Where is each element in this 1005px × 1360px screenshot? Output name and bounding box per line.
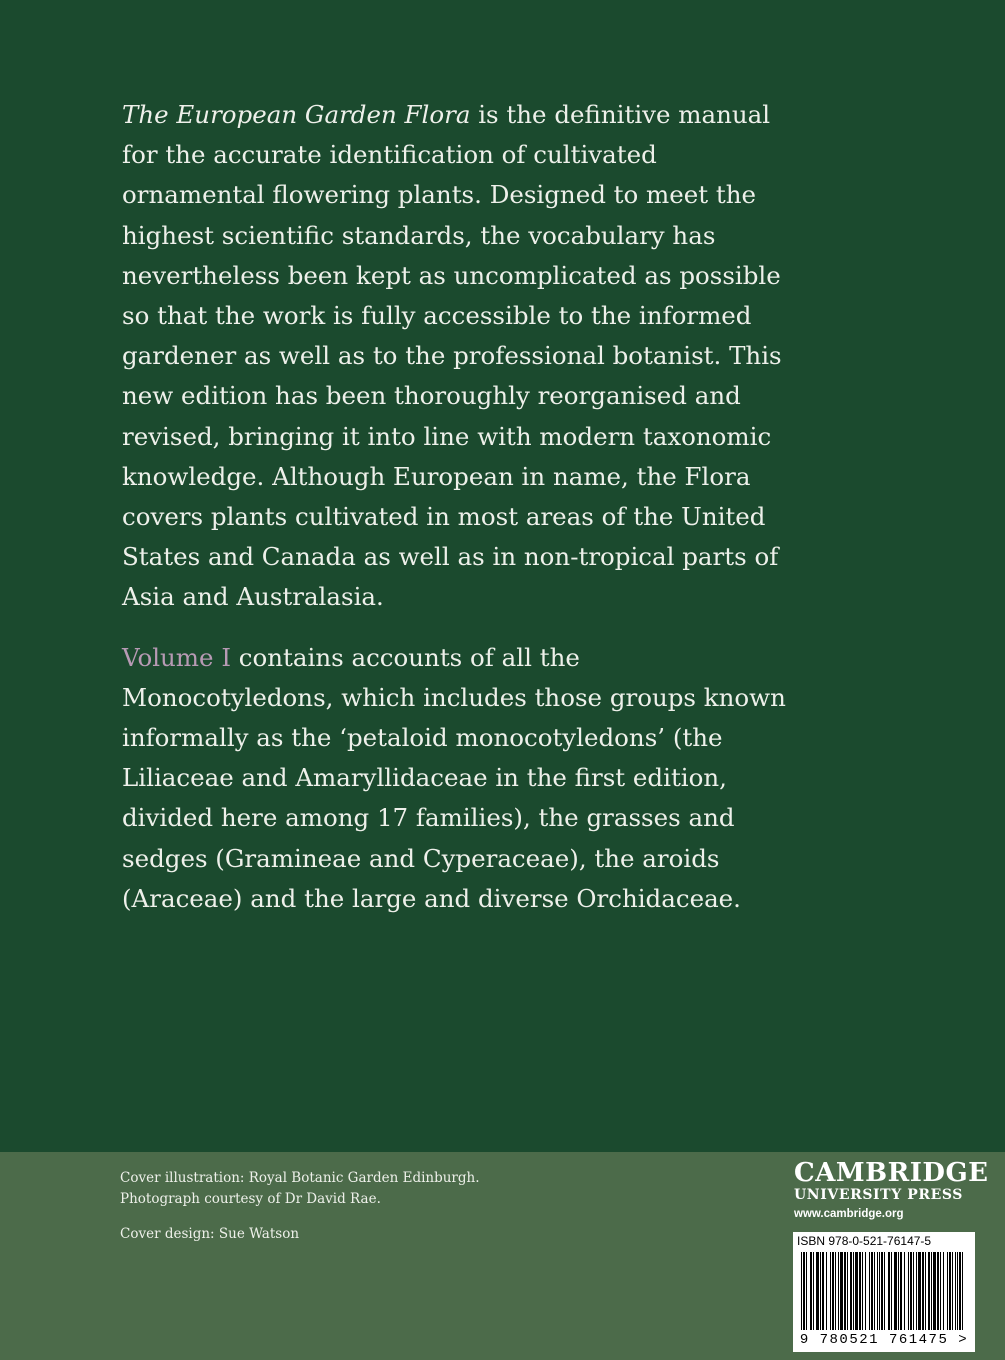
barcode-panel — [793, 1232, 975, 1352]
paragraph-2-text: contains accounts of all the Monocotyledons, which includes those groups known informally as the ‘petaloid monocotyledons’ (the Liliaceae and Amaryllidaceae in the first edition, divided here among 17 families), the grasses and sedges (Gramineae and Cyperaceae), the aroids (Araceae) and the large and diverse Orchidaceae. — [122, 642, 786, 913]
paragraph-1-text: is the definitive manual for the accurate identification of cultivated ornamental flowering plants. Designed to meet the highest scientific standards, the vocabulary has nevertheless been kept as uncomplicated as possible so that the work is fully accessible to the informed gardener as well as to the professional botanist. This new edition has been thoroughly reorganised and revised, bringing it into line with modern taxonomic knowledge. Although European in name, the Flora covers plants cultivated in most areas of the United States and Canada as well as in non-tropical parts of Asia and Australasia. — [122, 100, 782, 612]
footer-band — [0, 1152, 1005, 1360]
book-title: The European Garden Flora — [122, 100, 471, 129]
barcode-digits: 9 780521 761475 > — [799, 1332, 969, 1348]
publisher-url[interactable]: www.cambridge.org — [794, 1208, 904, 1220]
publisher-logo — [794, 1158, 989, 1220]
cover-credits — [120, 1168, 480, 1245]
blurb-paragraph-2 — [122, 638, 792, 919]
credit-design: Cover design: Sue Watson — [120, 1226, 300, 1242]
publisher-name: CAMBRIDGE — [794, 1158, 989, 1188]
credit-illustration: Cover illustration: Royal Botanic Garden Edinburgh. — [120, 1170, 480, 1186]
blurb-paragraph-1 — [122, 95, 792, 618]
isbn-label: ISBN 978-0-521-76147-5 — [797, 1234, 932, 1248]
blurb-text — [122, 95, 792, 919]
volume-highlight: Volume I — [122, 642, 232, 672]
credit-photograph: Photograph courtesy of Dr David Rae. — [120, 1191, 381, 1207]
publisher-subtitle: UNIVERSITY PRESS — [794, 1187, 964, 1203]
barcode-icon — [799, 1252, 969, 1332]
